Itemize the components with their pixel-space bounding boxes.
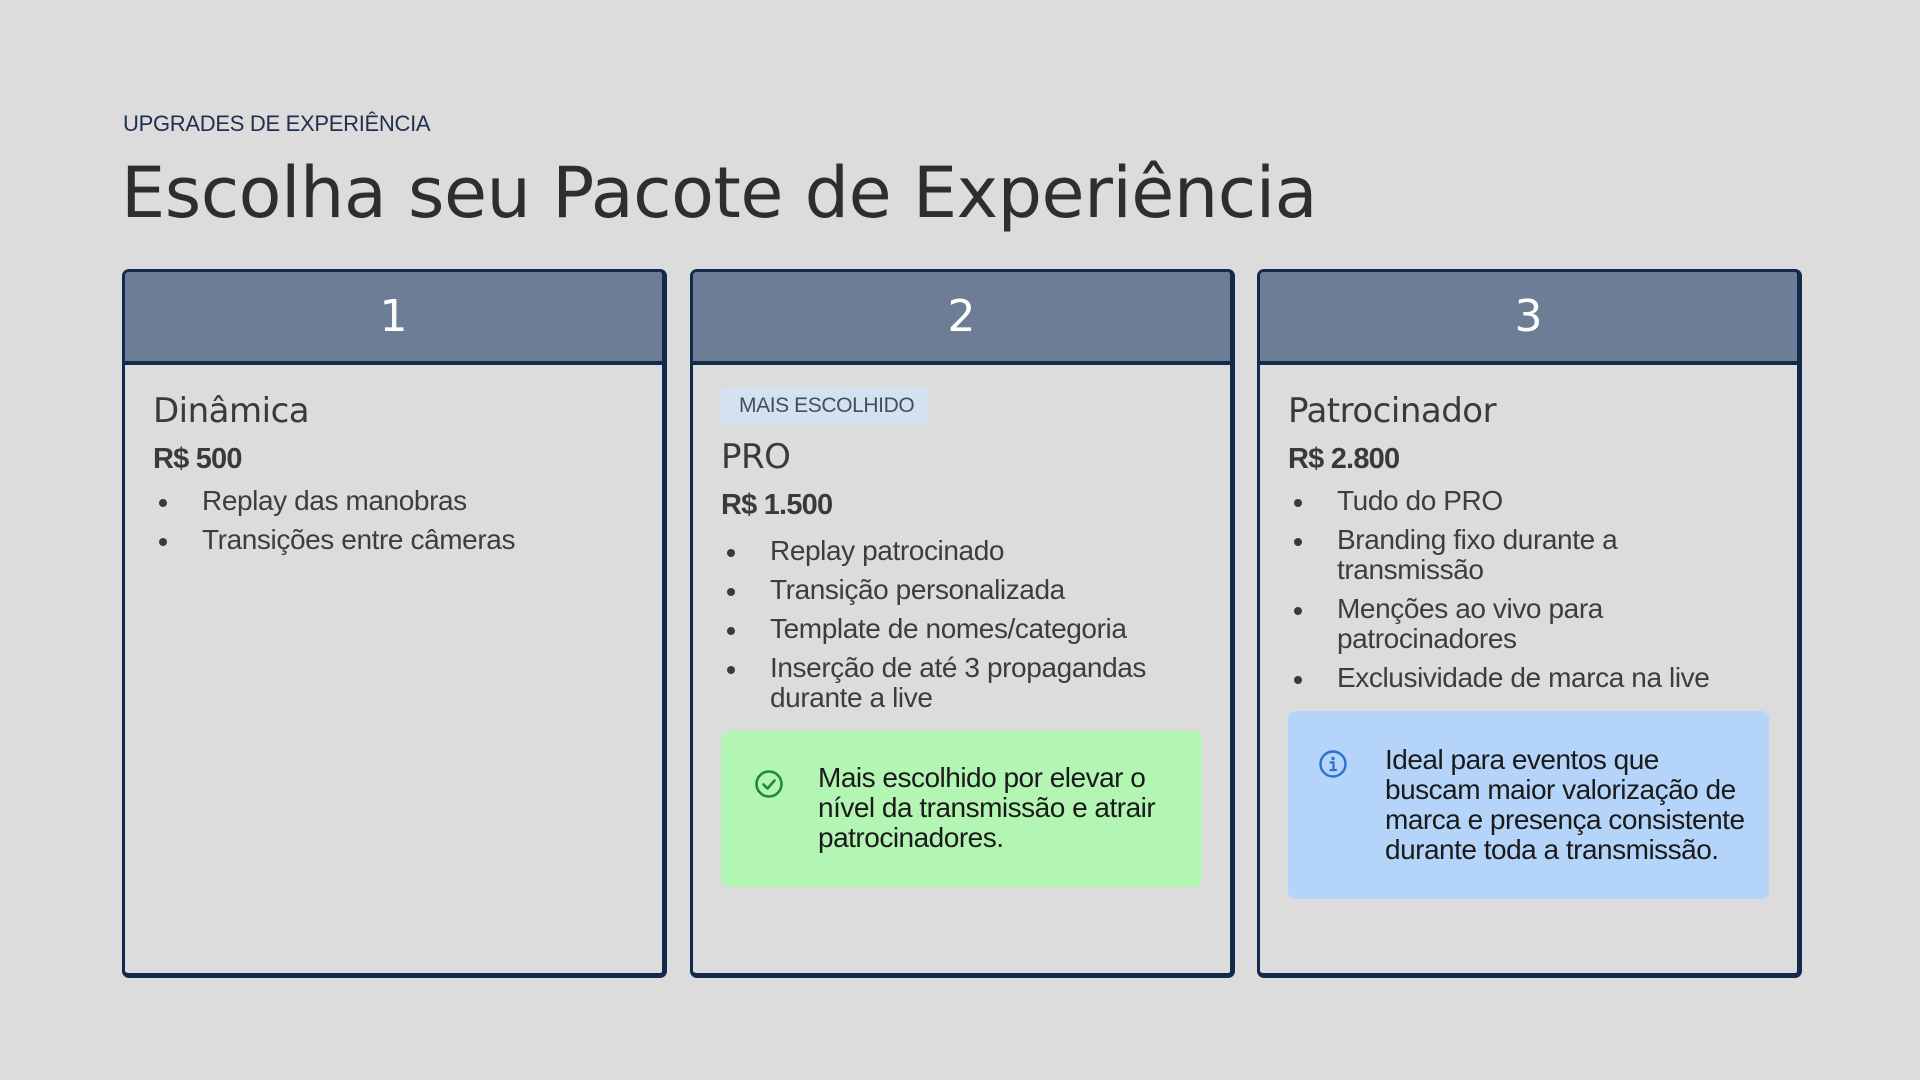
feature-list <box>721 536 1202 713</box>
feature-item: Replay das manobras <box>153 486 634 516</box>
feature-item: Branding fixo durante a transmissão <box>1288 525 1769 585</box>
card-number-header <box>693 272 1230 365</box>
eyebrow-label: UPGRADES DE EXPERIÊNCIA <box>123 111 431 136</box>
feature-item: Exclusividade de marca na live <box>1288 663 1769 693</box>
note-text: Ideal para eventos que buscam maior valorização de marca e presença consistente durante toda a transmissão. <box>1385 744 1745 865</box>
plan-name: Dinâmica <box>153 391 310 431</box>
feature-list <box>1288 486 1769 693</box>
package-card-patrocinador[interactable] <box>1257 269 1802 978</box>
plan-price: R$ 500 <box>153 443 242 475</box>
feature-list <box>153 486 634 555</box>
plan-name: PRO <box>721 437 791 477</box>
info-circle-icon <box>1318 749 1348 779</box>
package-card-pro[interactable] <box>690 269 1235 978</box>
note-text: Mais escolhido por elevar o nível da transmissão e atrair patrocinadores. <box>818 762 1156 853</box>
plan-price: R$ 2.800 <box>1288 443 1400 475</box>
check-circle-icon <box>754 769 784 799</box>
feature-item: Tudo do PRO <box>1288 486 1769 516</box>
card-number-header <box>1260 272 1797 365</box>
highlight-note <box>721 731 1202 887</box>
feature-item: Menções ao vivo para patrocinadores <box>1288 594 1769 654</box>
feature-item: Replay patrocinado <box>721 536 1202 566</box>
feature-item: Transições entre câmeras <box>153 525 634 555</box>
info-note <box>1288 711 1769 899</box>
page-title: Escolha seu Pacote de Experiência <box>121 152 1318 234</box>
feature-item: Transição personalizada <box>721 575 1202 605</box>
package-card-dinamica[interactable] <box>122 269 667 978</box>
plan-name: Patrocinador <box>1288 391 1497 431</box>
feature-item: Inserção de até 3 propagandas durante a live <box>721 653 1202 713</box>
plan-price: R$ 1.500 <box>721 489 833 521</box>
card-number: 1 <box>379 291 408 342</box>
most-chosen-badge: MAIS ESCOLHIDO <box>721 387 929 425</box>
card-number: 2 <box>947 291 976 342</box>
card-number: 3 <box>1514 291 1543 342</box>
card-number-header <box>125 272 662 365</box>
feature-item: Template de nomes/categoria <box>721 614 1202 644</box>
